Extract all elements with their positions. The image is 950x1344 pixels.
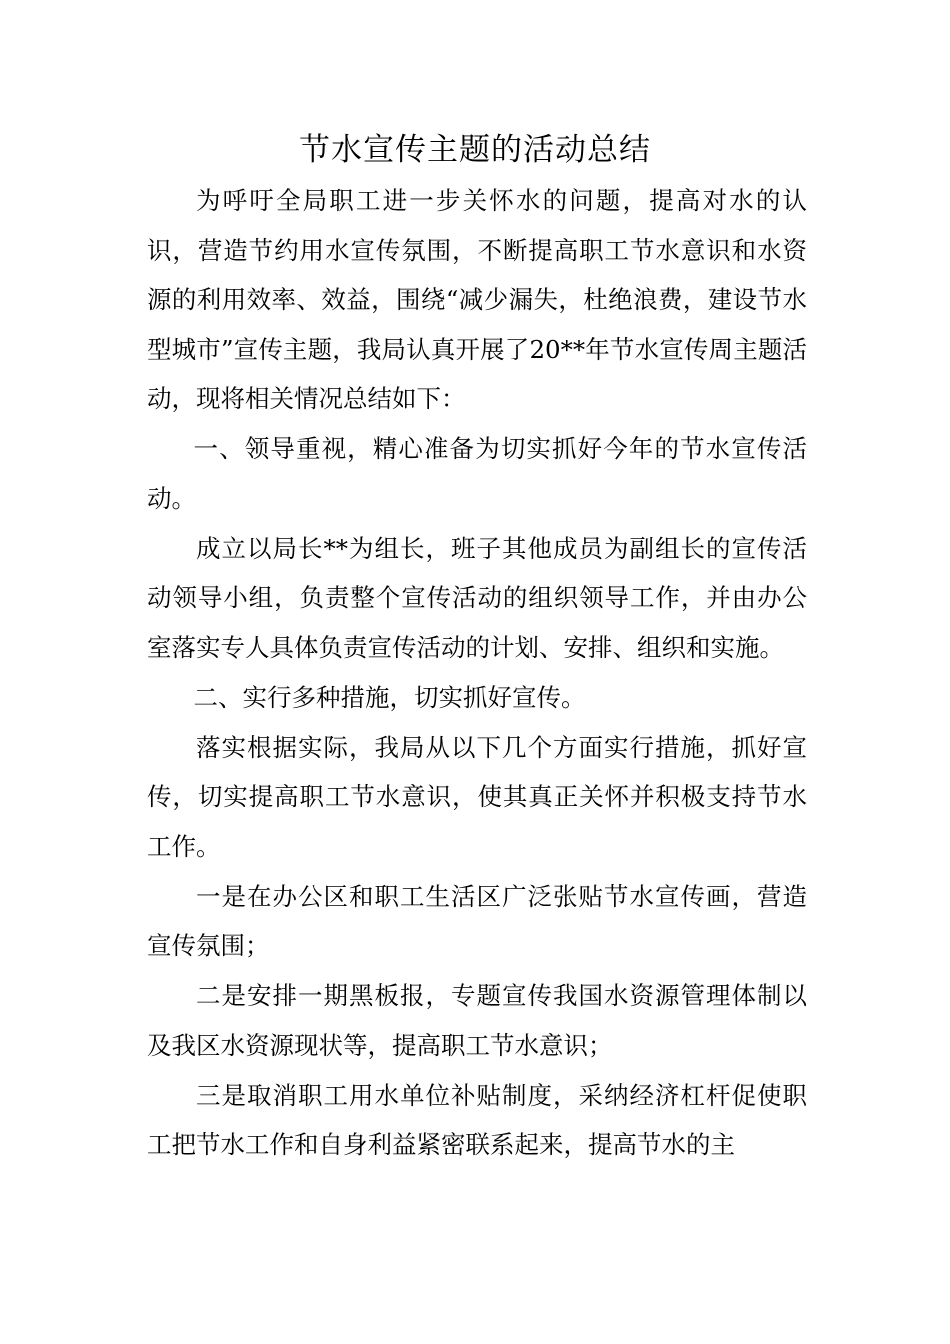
paragraph-measures: 落实根据实际，我局从以下几个方面实行措施，抓好宣传，切实提高职工节水意识，使其真正关怀并积极支持节水工作。 (147, 732, 807, 861)
document-body (147, 176, 807, 1170)
paragraph-leadership-group: 成立以局长**为组长，班子其他成员为副组长的宣传活动领导小组，负责整个宣传活动的组织领导工作，并由办公室落实专人具体负责宣传活动的计划、安排、组织和实施。 (147, 533, 807, 662)
paragraph-measure-1: 一是在办公区和职工生活区广泛张贴节水宣传画，营造宣传氛围； (147, 881, 807, 960)
paragraph-measure-2: 二是安排一期黑板报，专题宣传我国水资源管理体制以及我区水资源现状等，提高职工节水意识； (147, 981, 807, 1060)
document-title: 节水宣传主题的活动总结 (299, 132, 651, 168)
section-heading-2: 二、实行多种措施，切实抓好宣传。 (193, 682, 586, 712)
section-heading-1: 一、领导重视，精心准备为切实抓好今年的节水宣传活动。 (147, 434, 807, 513)
paragraph-intro: 为呼吁全局职工进一步关怀水的问题，提高对水的认识，营造节约用水宣传氛围，不断提高职工节水意识和水资源的利用效率、效益，围绕“减少漏失，杜绝浪费，建设节水型城市”宣传主题，我局认真开展了20**年节水宣传周主题活动，现将相关情况总结如下： (147, 186, 807, 413)
paragraph-measure-3: 三是取消职工用水单位补贴制度，采纳经济杠杆促使职工把节水工作和自身利益紧密联系起来，提高节水的主 (147, 1080, 807, 1159)
